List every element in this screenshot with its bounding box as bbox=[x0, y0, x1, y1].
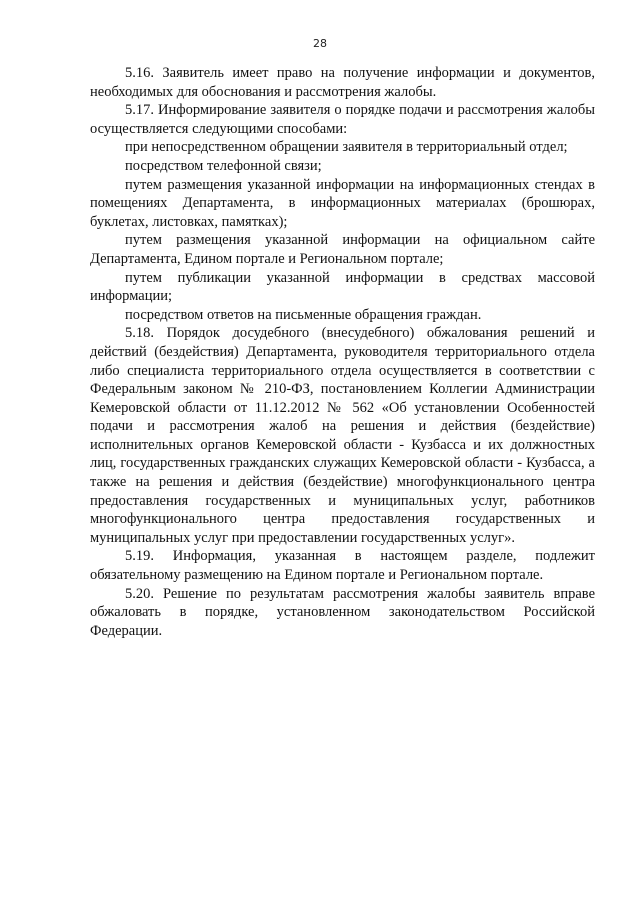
paragraph-5-16: 5.16. Заявитель имеет право на получение информации и документов, необходимых для обоснования и рассмотрения жалобы. bbox=[90, 65, 595, 100]
list-item-written-replies: посредством ответов на письменные обращения граждан. bbox=[125, 306, 482, 323]
list-item-direct-contact: при непосредственном обращении заявителя в территориальный отдел; bbox=[125, 139, 568, 156]
document-body bbox=[90, 64, 595, 640]
paragraph-5-19: 5.19. Информация, указанная в настоящем разделе, подлежит обязательному размещению на Едином портале и Региональном портале. bbox=[90, 548, 595, 584]
list-item-media: путем публикации указанной информации в средствах массовой информации; bbox=[90, 269, 595, 305]
page-number: 28 bbox=[313, 37, 327, 50]
list-item-website: путем размещения указанной информации на официальном сайте Департамента, Едином портале и Региональном портале; bbox=[90, 232, 595, 267]
paragraph-5-18: 5.18. Порядок досудебного (внесудебного) обжалования решений и действий (бездействия) Департамента, руководителя территориального отдела либо специалиста территориального отдела осуществляется в соответствии с Федеральным законом № 210-ФЗ, постановлением Коллегии Администрации Кемеровской области от 11.12.2012 № 562 «Об установлении Особенностей подачи и рассмотрения жалоб на решения и действия (бездействие) исполнительных органов Кемеровской области - Кузбасса и их должностных лиц, государственных гражданских служащих Кемеровской области - Кузбасса, а также на решения и действия (бездействие) многофункционального центра предоставления государственных и муниципальных услуг, работников многофункционального центра предоставления государственных и муниципальных услуг при предоставлении государственных услуг». bbox=[90, 325, 595, 546]
paragraph-5-20: 5.20. Решение по результатам рассмотрения жалобы заявитель вправе обжаловать в порядке, установленном законодательством Российской Федерации. bbox=[90, 585, 595, 639]
paragraph-5-17: 5.17. Информирование заявителя о порядке подачи и рассмотрения жалобы осуществляется следующими способами: bbox=[90, 102, 595, 137]
list-item-phone: посредством телефонной связи; bbox=[125, 157, 322, 174]
list-item-stands: путем размещения указанной информации на информационных стендах в помещениях Департамента, в информационных материалах (брошюрах, буклетах, листовках, памятках); bbox=[90, 176, 595, 230]
